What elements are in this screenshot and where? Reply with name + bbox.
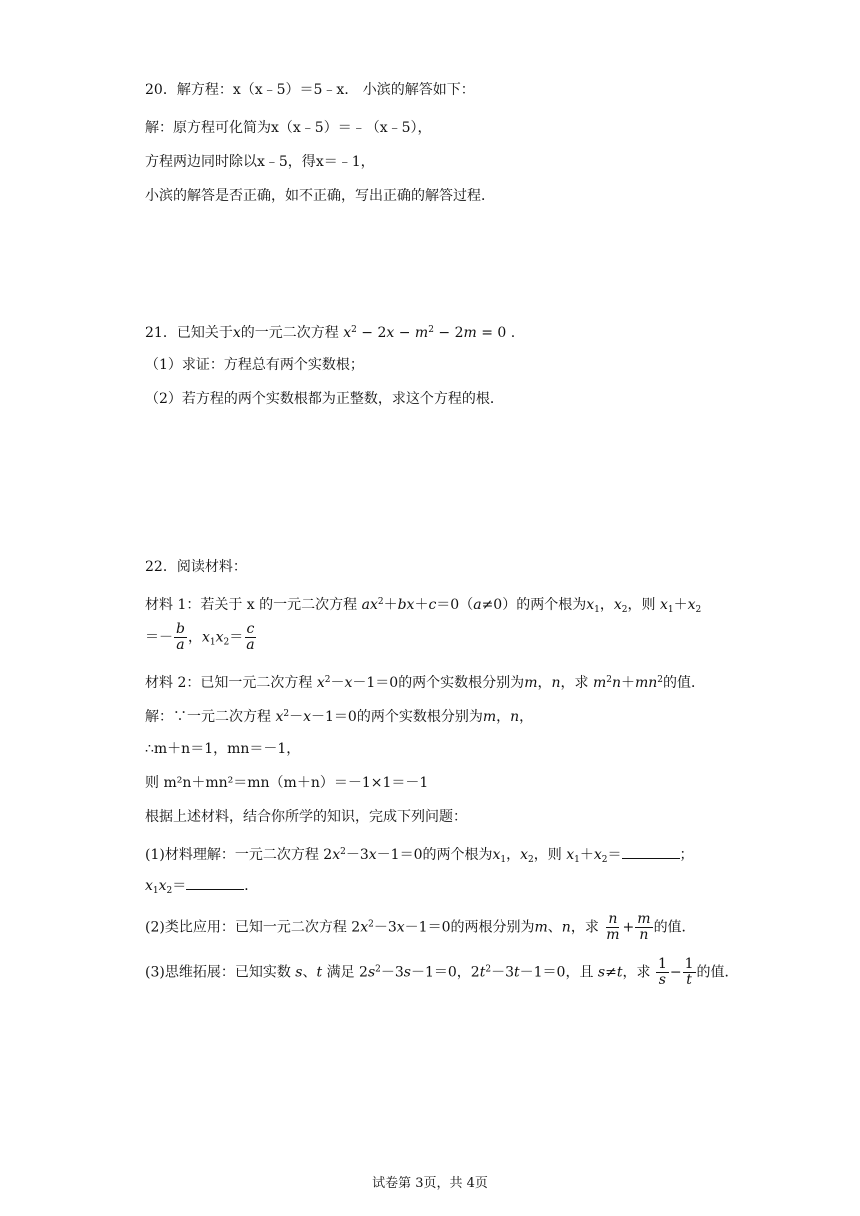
q22-material1-formulas: ＝－ $\frac{b}{a}$ ，$x_1x_2=$ $\frac{c}{a}$ bbox=[145, 621, 255, 653]
q21-part2: （2）若方程的两个实数根都为正整数，求这个方程的根． bbox=[145, 391, 504, 407]
answer-blank-sum bbox=[622, 845, 680, 859]
q20-solution-line1: 解：原方程可化简为x（x﹣5）＝﹣（x﹣5）， bbox=[145, 120, 432, 136]
q22-prompt: 根据上述材料，结合你所学的知识，完成下列问题： bbox=[145, 809, 467, 825]
q22-part2: (2)类比应用：已知一元二次方程 $2x^2-3x-1=0$的两根分别为m、n，求 $\frac{n}{m}$ + $\frac{m}{n}$ 的值． bbox=[145, 911, 696, 943]
answer-blank-product bbox=[186, 876, 244, 890]
q22-solution-line1: 解：∵一元二次方程 $x^2-x-1=0$的两个实数根分别为m，n， bbox=[145, 709, 534, 725]
q20-solution-line2: 方程两边同时除以x﹣5，得x＝﹣1， bbox=[145, 154, 375, 170]
q22-title: 22．阅读材料： bbox=[145, 559, 247, 575]
q20-question: 小滨的解答是否正确，如不正确，写出正确的解答过程． bbox=[145, 188, 495, 204]
q21-stem: 21．已知关于x的一元二次方程 $x^2 - 2x - m^2 - 2m = 0$ . bbox=[145, 325, 516, 341]
q20-stem: 20．解方程：x（x﹣5）＝5﹣x． 小滨的解答如下： bbox=[145, 82, 475, 98]
q22-material2: 材料 2：已知一元二次方程 $x^2-x-1=0$的两个实数根分别为m，n，求 $m^2n+mn^2$的值． bbox=[145, 675, 706, 691]
q22-part1-product: $x_1x_2=$ ． bbox=[145, 878, 259, 896]
q22-part1: (1)材料理解：一元二次方程 $2x^2-3x-1=0$的两个根为$x_1$，$x_2$，则 $x_1+x_2=$ ； bbox=[145, 847, 694, 865]
q22-solution-line3: 则 m²n＋mn²＝mn（m＋n）＝－1×1＝－1 bbox=[145, 775, 429, 791]
q22-solution-line2: ∴m＋n＝1，mn＝－1， bbox=[145, 741, 301, 757]
page-footer: 试卷第 3页，共 4页 bbox=[372, 1176, 488, 1191]
q22-material1: 材料 1：若关于 x 的一元二次方程 $ax^2+bx+c=0(a\ne 0)$的两个根为$x_1$，$x_2$，则 $x_1+x_2$ bbox=[145, 597, 702, 615]
q22-part3: (3)思维拓展：已知实数 s、t 满足 $2s^2-3s-1=0$，$2t^2-3t-1=0$，且 s≠t，求 $\frac{1}{s}$ − $\frac{1}{t}$ 的值． bbox=[145, 956, 739, 988]
q21-part1: （1）求证：方程总有两个实数根； bbox=[145, 357, 364, 373]
